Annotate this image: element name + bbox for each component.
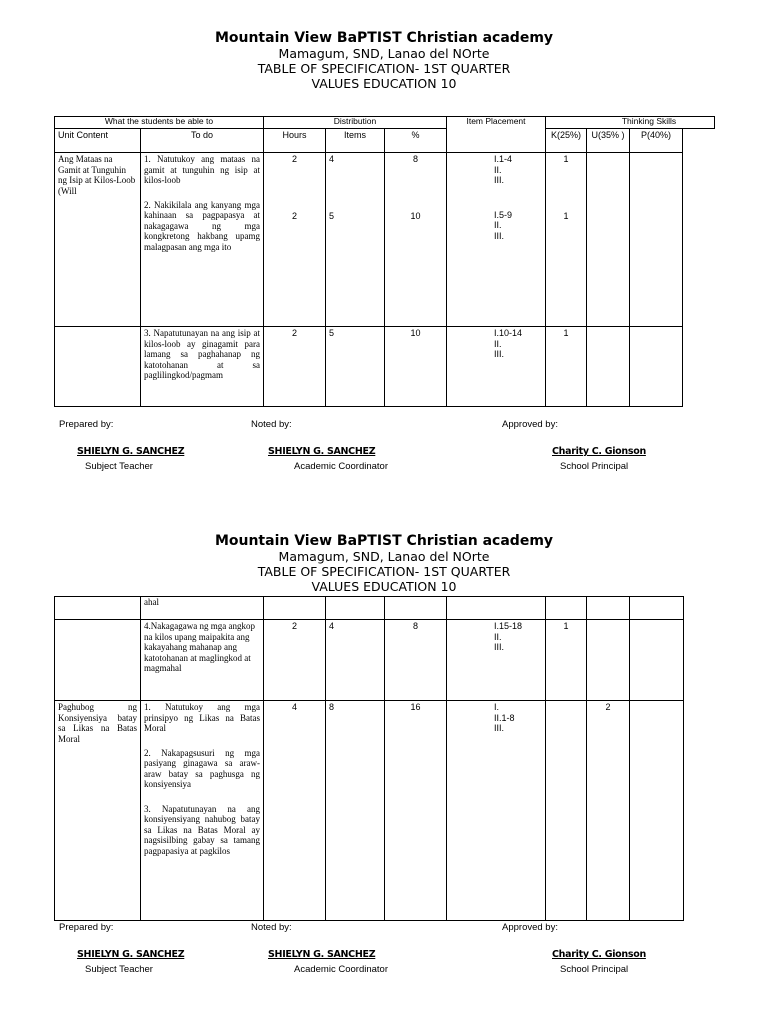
p-header: P(40%) <box>630 129 683 153</box>
k-cell: 1 <box>546 327 587 407</box>
school-address: Mamagum, SND, Lanao del NOrte <box>278 46 490 61</box>
table-row <box>55 701 684 921</box>
items-value: 5 <box>329 210 335 221</box>
placement-value: I.15-18 <box>494 621 523 631</box>
competency-cell: 3. Napatutunayan na ang isip at kilos-loob ay ginagamit para lamang sa paghahanap ng katotohanan at sa paglilingkod/pagmam <box>141 327 264 407</box>
k-cell <box>546 701 587 921</box>
noted-by-label: Noted by: <box>251 419 292 430</box>
teacher-name: SHIELYN G. SANCHEZ <box>77 446 185 457</box>
placement-value: II. <box>494 220 502 230</box>
school-name: Mountain View BaPTIST Christian academy <box>214 533 554 549</box>
percent-cell: 10 <box>385 327 447 407</box>
competency-cell: ahal <box>141 597 264 620</box>
placement-value: II. <box>494 338 502 349</box>
hours-value: 2 <box>291 210 297 221</box>
p-cell <box>630 597 684 620</box>
coordinator-role: Academic Coordinator <box>294 461 388 472</box>
competency-item: 2. Nakikilala ang kanyang mga kahinaan sa pagpapasya at nakagagawa ng mga kongkretong hakbang upamg malagpasan ang mga ito <box>144 199 260 252</box>
hours-cell: 2 <box>264 620 326 701</box>
placement-value: I. <box>494 702 500 712</box>
thinking-skills-header: Thinking Skills <box>546 117 715 129</box>
items-cell: 5 <box>326 327 385 407</box>
placement-value: III. <box>494 230 505 241</box>
unit-content-cell <box>55 597 141 620</box>
items-value: 4 <box>329 154 335 164</box>
placement-value: II.1-8 <box>494 712 515 723</box>
teacher-role: Subject Teacher <box>85 461 153 472</box>
k-cell <box>546 597 587 620</box>
page-header <box>0 533 768 594</box>
prepared-by-label: Prepared by: <box>59 419 114 430</box>
hours-value: 2 <box>291 154 297 164</box>
what-students-header: What the students be able to <box>55 117 264 129</box>
competency-item: 2. Nakapagsusuri ng mga pasiyang ginagawa sa araw-araw batay sa paghusga ng konsiyensiya <box>144 747 260 789</box>
item-placement-cell <box>447 701 546 921</box>
competency-cell <box>141 701 264 921</box>
competency-item: 1. Natutukoy ang mataas na gamit at tunguhin ng isip at kilos-loob <box>144 154 260 185</box>
unit-content-cell: Ang Mataas na Gamit at Tunguhin ng Isip at Kilos-Loob (Will <box>55 153 141 327</box>
hours-cell: 2 <box>264 327 326 407</box>
k-header: K(25%) <box>546 129 587 153</box>
prepared-by-label: Prepared by: <box>59 922 114 933</box>
competency-item: 1. Natutukoy ang mga prinsipyo ng Likas na Batas Moral <box>144 702 260 733</box>
placement-value: III. <box>494 642 505 652</box>
coordinator-role: Academic Coordinator <box>294 964 388 975</box>
principal-name: Charity C. Gionson <box>552 949 646 960</box>
table-row <box>55 597 684 620</box>
specification-table <box>54 596 684 921</box>
placement-value: III. <box>494 723 505 733</box>
approved-by-label: Approved by: <box>502 419 558 430</box>
u-header: U(35% ) <box>587 129 630 153</box>
principal-name: Charity C. Gionson <box>552 446 646 457</box>
item-placement-header: Item Placement <box>447 117 546 153</box>
items-header: Items <box>326 129 385 153</box>
document-title: TABLE OF SPECIFICATION- 1ST QUARTER <box>257 61 511 76</box>
percent-value: 10 <box>410 210 421 221</box>
competency-item: 3. Napatutunayan na ang konsiyensiyang nahubog batay sa Likas na Batas Moral ay nagsisilbing gabay sa tamang pagpapasiya at pagkilos <box>144 803 260 856</box>
coordinator-name: SHIELYN G. SANCHEZ <box>268 446 376 457</box>
table-row <box>55 620 684 701</box>
competency-cell: 4.Nakagagawa ng mga angkop na kilos upang maipakita ang kakayahang mahanap ang katotohanan at maglingkod at magmahal <box>141 620 264 701</box>
to-do-header: To do <box>141 129 264 153</box>
items-cell <box>326 597 385 620</box>
document-title: TABLE OF SPECIFICATION- 1ST QUARTER <box>257 564 511 579</box>
placement-value: I.5-9 <box>494 209 513 220</box>
placement-value: I.1-4 <box>494 154 513 164</box>
unit-content-header: Unit Content <box>55 129 141 153</box>
k-value: 1 <box>563 210 569 221</box>
teacher-name: SHIELYN G. SANCHEZ <box>77 949 185 960</box>
school-address: Mamagum, SND, Lanao del NOrte <box>278 549 490 564</box>
u-cell: 2 <box>587 701 630 921</box>
hours-cell <box>264 597 326 620</box>
hours-cell: 4 <box>264 701 326 921</box>
item-placement-cell <box>447 597 546 620</box>
hours-header: Hours <box>264 129 326 153</box>
u-cell <box>587 597 630 620</box>
percent-cell: 8 <box>385 620 447 701</box>
placement-value: III. <box>494 175 505 185</box>
placement-value: I.10-14 <box>494 328 523 338</box>
placement-value: II. <box>494 631 502 642</box>
principal-role: School Principal <box>560 964 629 975</box>
distribution-header: Distribution <box>264 117 447 129</box>
percent-header: % <box>385 129 447 153</box>
coordinator-name: SHIELYN G. SANCHEZ <box>268 949 376 960</box>
teacher-role: Subject Teacher <box>85 964 153 975</box>
k-cell: 1 <box>546 620 587 701</box>
unit-content-cell: Paghubog ng Konsiyensiya batay sa Likas na Batas Moral <box>55 701 141 921</box>
p-cell <box>630 620 684 701</box>
item-placement-cell <box>447 620 546 701</box>
school-name: Mountain View BaPTIST Christian academy <box>214 30 554 46</box>
percent-cell <box>385 597 447 620</box>
placement-value: III. <box>494 349 505 359</box>
percent-cell: 16 <box>385 701 447 921</box>
subject-title: VALUES EDUCATION 10 <box>311 579 457 594</box>
items-cell: 8 <box>326 701 385 921</box>
p-cell <box>630 701 684 921</box>
u-cell <box>587 620 630 701</box>
k-value: 1 <box>563 154 569 164</box>
percent-value: 8 <box>412 154 418 164</box>
approved-by-label: Approved by: <box>502 922 558 933</box>
items-cell: 4 <box>326 620 385 701</box>
placement-value: II. <box>494 164 502 175</box>
principal-role: School Principal <box>560 461 629 472</box>
noted-by-label: Noted by: <box>251 922 292 933</box>
unit-content-cell <box>55 620 141 701</box>
subject-title: VALUES EDUCATION 10 <box>311 76 457 91</box>
